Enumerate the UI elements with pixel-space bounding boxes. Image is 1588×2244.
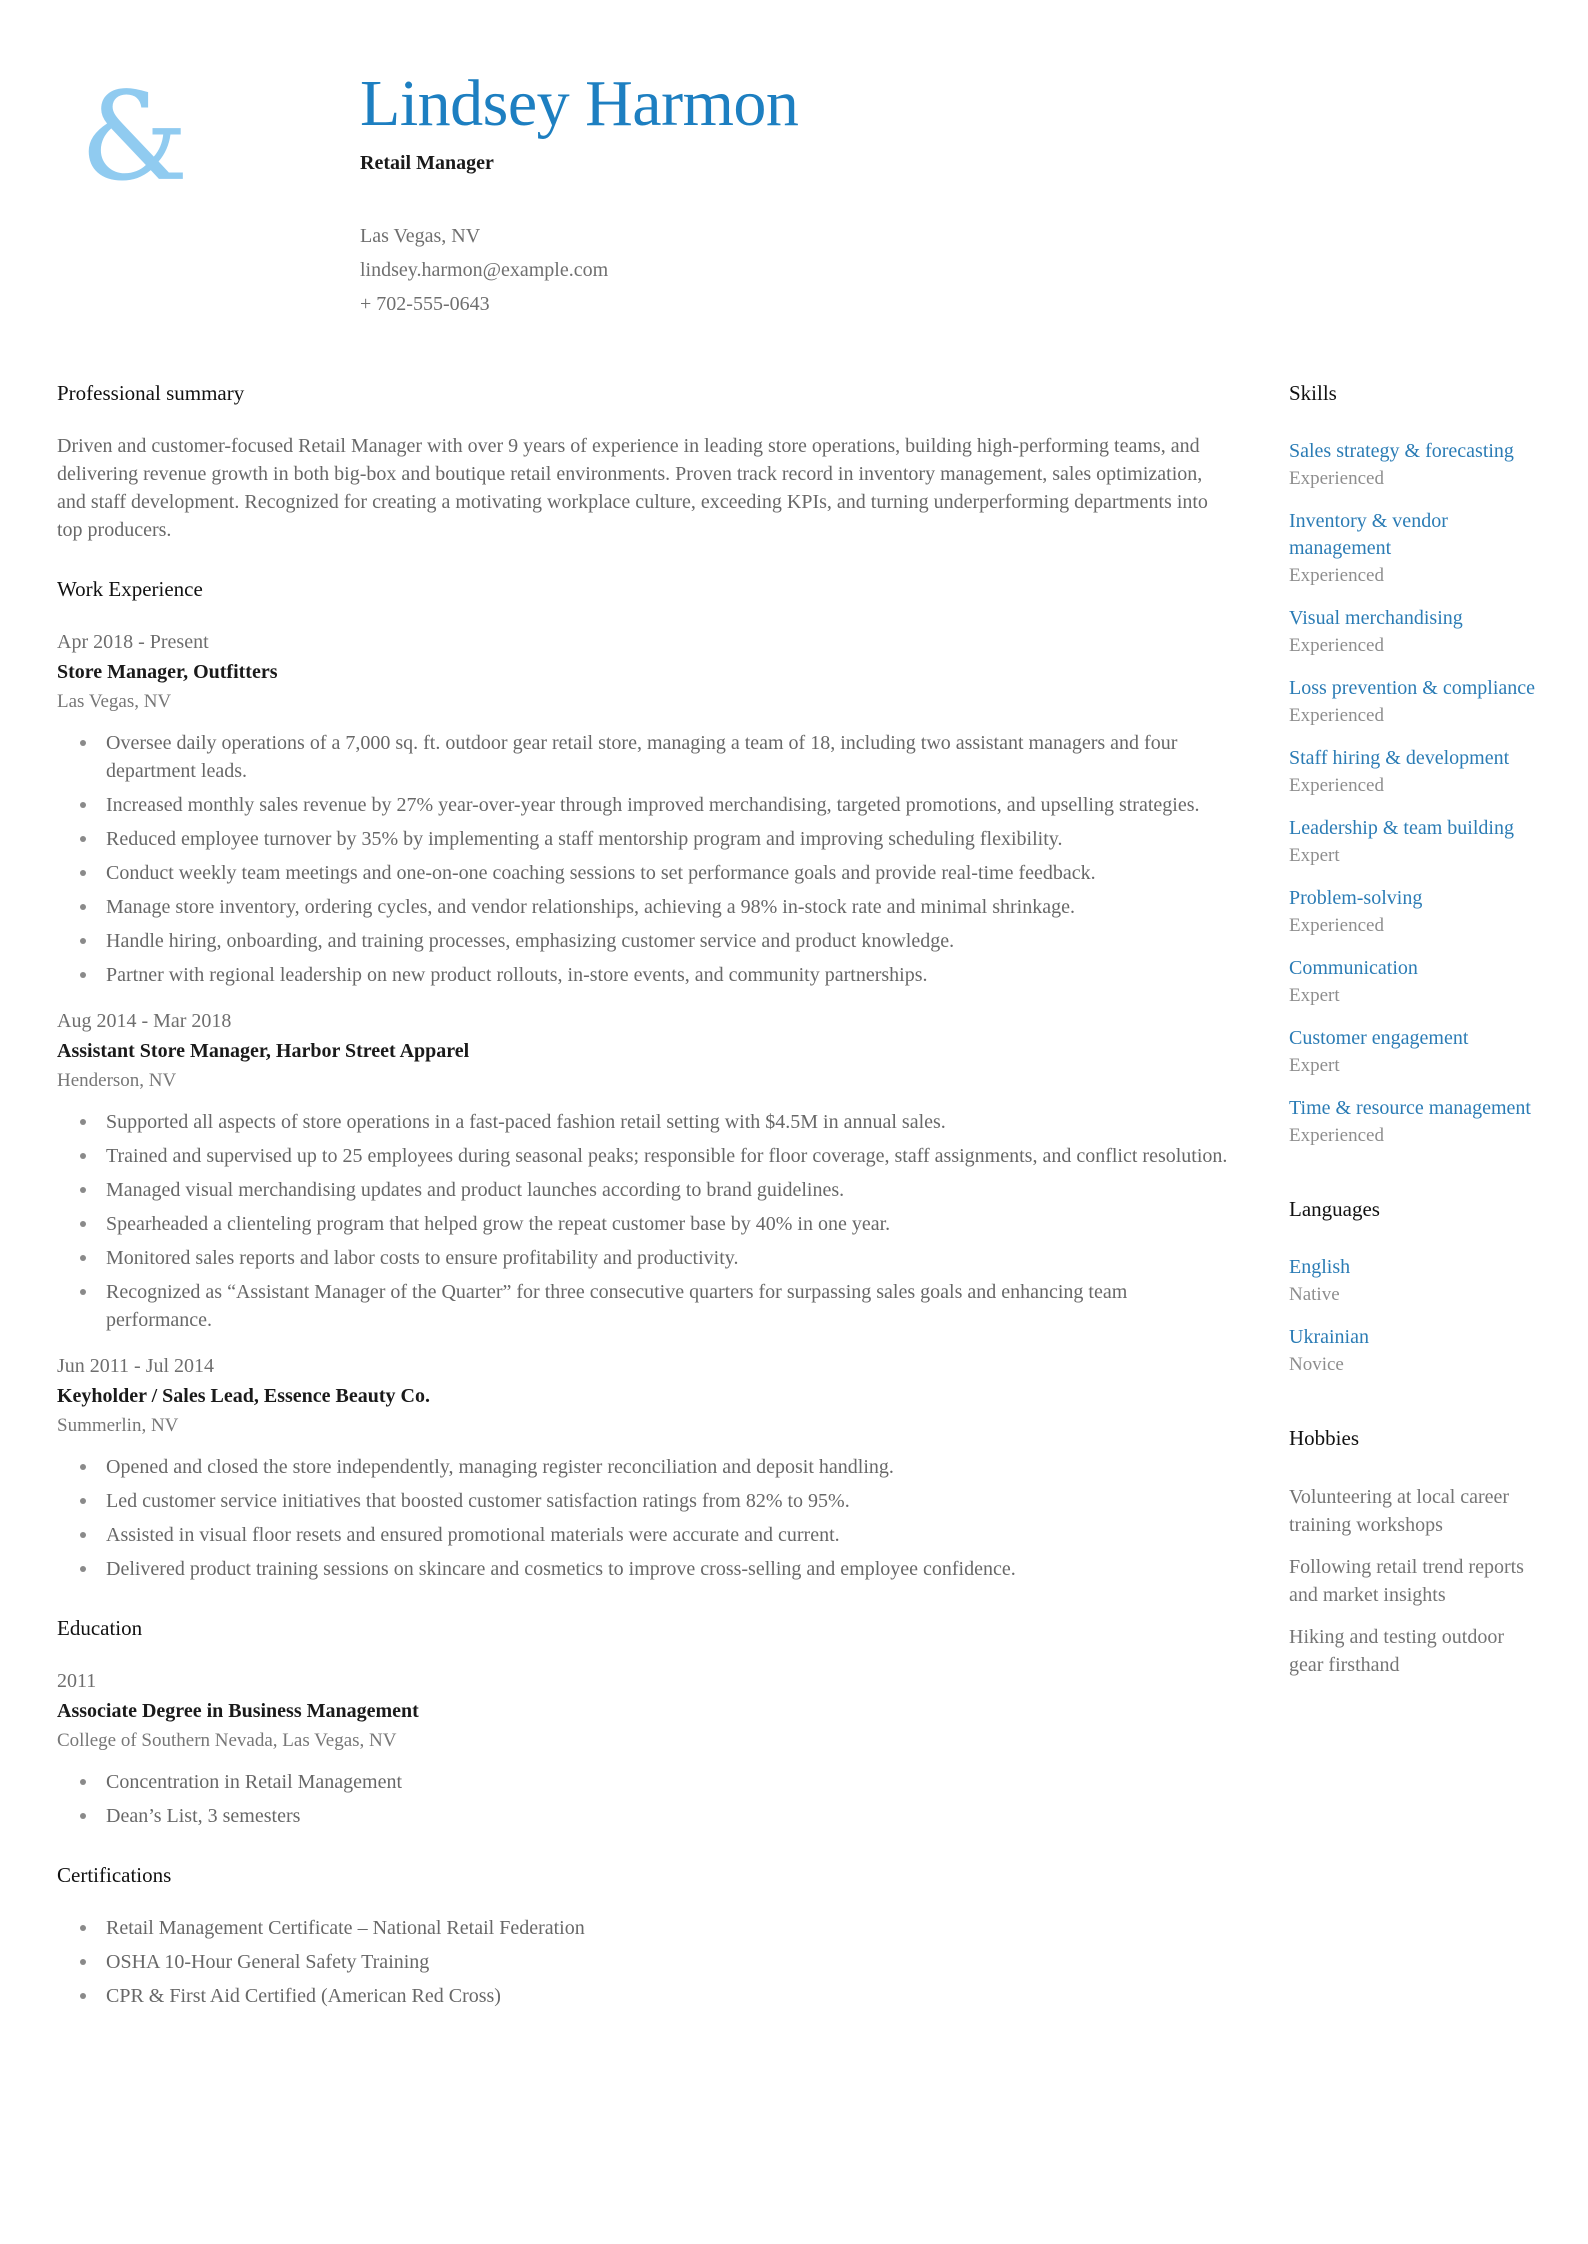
skill-name: Customer engagement bbox=[1289, 1026, 1469, 1049]
contact-location: Las Vegas, NV bbox=[360, 224, 481, 247]
skill-item bbox=[1289, 508, 1539, 589]
job-dates: Jun 2011 - Jul 2014 bbox=[57, 1354, 215, 1377]
job-location: Las Vegas, NV bbox=[57, 690, 172, 712]
skill-item bbox=[1289, 885, 1539, 939]
bullet-item: OSHA 10-Hour General Safety Training bbox=[80, 1948, 1234, 1976]
job-bullets bbox=[57, 1453, 1234, 1583]
education-degree: Associate Degree in Business Management bbox=[57, 1699, 419, 1722]
skill-level: Expert bbox=[1289, 1054, 1340, 1076]
skill-level: Experienced bbox=[1289, 774, 1384, 796]
contact-block bbox=[360, 219, 1539, 321]
skill-item bbox=[1289, 675, 1539, 729]
section-hobbies bbox=[1289, 1423, 1539, 1679]
skill-name: Inventory & vendor management bbox=[1289, 509, 1448, 559]
bullet-item: Partner with regional leadership on new product rollouts, in-store events, and community partnerships. bbox=[80, 961, 1234, 989]
language-item bbox=[1289, 1254, 1539, 1308]
person-name: Lindsey Harmon bbox=[360, 67, 799, 140]
hobby-item: Volunteering at local career training workshops bbox=[1289, 1485, 1510, 1536]
summary-heading: Professional summary bbox=[57, 380, 245, 405]
bullet-item: Delivered product training sessions on skincare and cosmetics to improve cross-selling and employee confidence. bbox=[80, 1555, 1234, 1583]
job-dates: Aug 2014 - Mar 2018 bbox=[57, 1009, 232, 1032]
skill-level: Expert bbox=[1289, 984, 1340, 1006]
section-certifications bbox=[57, 1860, 1234, 2010]
bullet-item: Opened and closed the store independently, managing register reconciliation and deposit handling. bbox=[80, 1453, 1234, 1481]
section-skills bbox=[1289, 378, 1539, 1149]
language-item bbox=[1289, 1324, 1539, 1378]
bullet-item: Oversee daily operations of a 7,000 sq. ft. outdoor gear retail store, managing a team of 18, including two assistant managers and four department leads. bbox=[80, 729, 1234, 785]
job-dates: Apr 2018 - Present bbox=[57, 630, 209, 653]
bullet-item: Supported all aspects of store operations in a fast-paced fashion retail setting with $4.5M in annual sales. bbox=[80, 1108, 1234, 1136]
bullet-item: Managed visual merchandising updates and product launches according to brand guidelines. bbox=[80, 1176, 1234, 1204]
skill-level: Experienced bbox=[1289, 914, 1384, 936]
job-location: Henderson, NV bbox=[57, 1069, 177, 1091]
skill-name: Visual merchandising bbox=[1289, 606, 1463, 629]
jobs-list bbox=[57, 628, 1234, 1583]
skill-item bbox=[1289, 1095, 1539, 1149]
person-job-title: Retail Manager bbox=[360, 151, 494, 174]
bullet-item: Led customer service initiatives that boosted customer satisfaction ratings from 82% to 95%. bbox=[80, 1487, 1234, 1515]
skill-name: Leadership & team building bbox=[1289, 816, 1514, 839]
job-title: Store Manager, Outfitters bbox=[57, 660, 278, 683]
skill-item bbox=[1289, 955, 1539, 1009]
sidebar-column bbox=[1289, 378, 1539, 2016]
bullet-item: Trained and supervised up to 25 employees during seasonal peaks; responsible for floor coverage, staff assignments, and conflict resolution. bbox=[80, 1142, 1234, 1170]
hobbies-heading: Hobbies bbox=[1289, 1425, 1359, 1450]
job-title: Keyholder / Sales Lead, Essence Beauty Co. bbox=[57, 1384, 430, 1407]
resume-header bbox=[57, 68, 1539, 321]
content-columns bbox=[57, 378, 1539, 2016]
skill-level: Experienced bbox=[1289, 564, 1384, 586]
bullet-item: Recognized as “Assistant Manager of the Quarter” for three consecutive quarters for surpassing sales goals and enhancing team performance. bbox=[80, 1278, 1234, 1334]
section-work-experience bbox=[57, 574, 1234, 1583]
bullet-item: Conduct weekly team meetings and one-on-one coaching sessions to set performance goals and provide real-time feedback. bbox=[80, 859, 1234, 887]
contact-phone: + 702-555-0643 bbox=[360, 292, 490, 315]
skill-item bbox=[1289, 605, 1539, 659]
bullet-item: Retail Management Certificate – National Retail Federation bbox=[80, 1914, 1234, 1942]
job-entry bbox=[57, 1352, 1234, 1583]
main-column bbox=[57, 378, 1234, 2016]
languages-heading: Languages bbox=[1289, 1196, 1380, 1221]
skill-level: Experienced bbox=[1289, 634, 1384, 656]
job-bullets bbox=[57, 729, 1234, 989]
bullet-item: Manage store inventory, ordering cycles, and vendor relationships, achieving a 98% in-stock rate and minimal shrinkage. bbox=[80, 893, 1234, 921]
language-name: Ukrainian bbox=[1289, 1325, 1369, 1348]
skill-item bbox=[1289, 1025, 1539, 1079]
skill-name: Staff hiring & development bbox=[1289, 746, 1510, 769]
language-level: Novice bbox=[1289, 1353, 1344, 1375]
job-location: Summerlin, NV bbox=[57, 1414, 179, 1436]
certifications-heading: Certifications bbox=[57, 1862, 172, 1887]
education-year: 2011 bbox=[57, 1669, 97, 1692]
skill-name: Sales strategy & forecasting bbox=[1289, 439, 1514, 462]
bullet-item: CPR & First Aid Certified (American Red Cross) bbox=[80, 1982, 1234, 2010]
ampersand-logo-icon: & bbox=[80, 66, 189, 208]
skill-name: Problem-solving bbox=[1289, 886, 1423, 909]
contact-email: lindsey.harmon@example.com bbox=[360, 258, 609, 281]
bullet-item: Reduced employee turnover by 35% by implementing a staff mentorship program and improving scheduling flexibility. bbox=[80, 825, 1234, 853]
languages-list bbox=[1289, 1254, 1539, 1378]
job-title: Assistant Store Manager, Harbor Street Apparel bbox=[57, 1039, 470, 1062]
skill-name: Communication bbox=[1289, 956, 1418, 979]
job-bullets bbox=[57, 1108, 1234, 1334]
education-school: College of Southern Nevada, Las Vegas, NV bbox=[57, 1729, 397, 1751]
job-entry bbox=[57, 1007, 1234, 1334]
skill-item bbox=[1289, 815, 1539, 869]
skill-level: Expert bbox=[1289, 844, 1340, 866]
skill-level: Experienced bbox=[1289, 1124, 1384, 1146]
bullet-item: Handle hiring, onboarding, and training processes, emphasizing customer service and product knowledge. bbox=[80, 927, 1234, 955]
section-professional-summary bbox=[57, 378, 1234, 544]
skill-name: Time & resource management bbox=[1289, 1096, 1531, 1119]
certifications-bullets bbox=[57, 1914, 1234, 2010]
skill-item bbox=[1289, 438, 1539, 492]
summary-text: Driven and customer-focused Retail Manager with over 9 years of experience in leading store operations, building high-performing teams, and delivering revenue growth in both big-box and boutique retail environments. Proven track record in inventory management, sales optimization, and staff development. Recognized for creating a motivating workplace culture, exceeding KPIs, and turning underperforming departments into top producers. bbox=[57, 434, 1208, 541]
education-bullets bbox=[57, 1768, 1234, 1830]
skill-item bbox=[1289, 745, 1539, 799]
skills-heading: Skills bbox=[1289, 380, 1337, 405]
hobbies-list bbox=[1289, 1483, 1539, 1679]
bullet-item: Spearheaded a clienteling program that helped grow the repeat customer base by 40% in one year. bbox=[80, 1210, 1234, 1238]
job-entry bbox=[57, 628, 1234, 989]
bullet-item: Increased monthly sales revenue by 27% year-over-year through improved merchandising, targeted promotions, and upselling strategies. bbox=[80, 791, 1234, 819]
education-heading: Education bbox=[57, 1615, 143, 1640]
bullet-item: Dean’s List, 3 semesters bbox=[80, 1802, 1234, 1830]
skills-list bbox=[1289, 438, 1539, 1149]
bullet-item: Monitored sales reports and labor costs to ensure profitability and productivity. bbox=[80, 1244, 1234, 1272]
bullet-item: Concentration in Retail Management bbox=[80, 1768, 1234, 1796]
language-name: English bbox=[1289, 1255, 1351, 1278]
bullet-item: Assisted in visual floor resets and ensured promotional materials were accurate and current. bbox=[80, 1521, 1234, 1549]
skill-level: Experienced bbox=[1289, 467, 1384, 489]
skill-name: Loss prevention & compliance bbox=[1289, 676, 1536, 699]
section-languages bbox=[1289, 1194, 1539, 1378]
skill-level: Experienced bbox=[1289, 704, 1384, 726]
section-education bbox=[57, 1613, 1234, 1830]
hobby-item: Hiking and testing outdoor gear firsthand bbox=[1289, 1625, 1504, 1676]
work-experience-heading: Work Experience bbox=[57, 576, 203, 601]
header-text-block bbox=[360, 68, 1539, 321]
language-level: Native bbox=[1289, 1283, 1340, 1305]
hobby-item: Following retail trend reports and market insights bbox=[1289, 1555, 1524, 1606]
